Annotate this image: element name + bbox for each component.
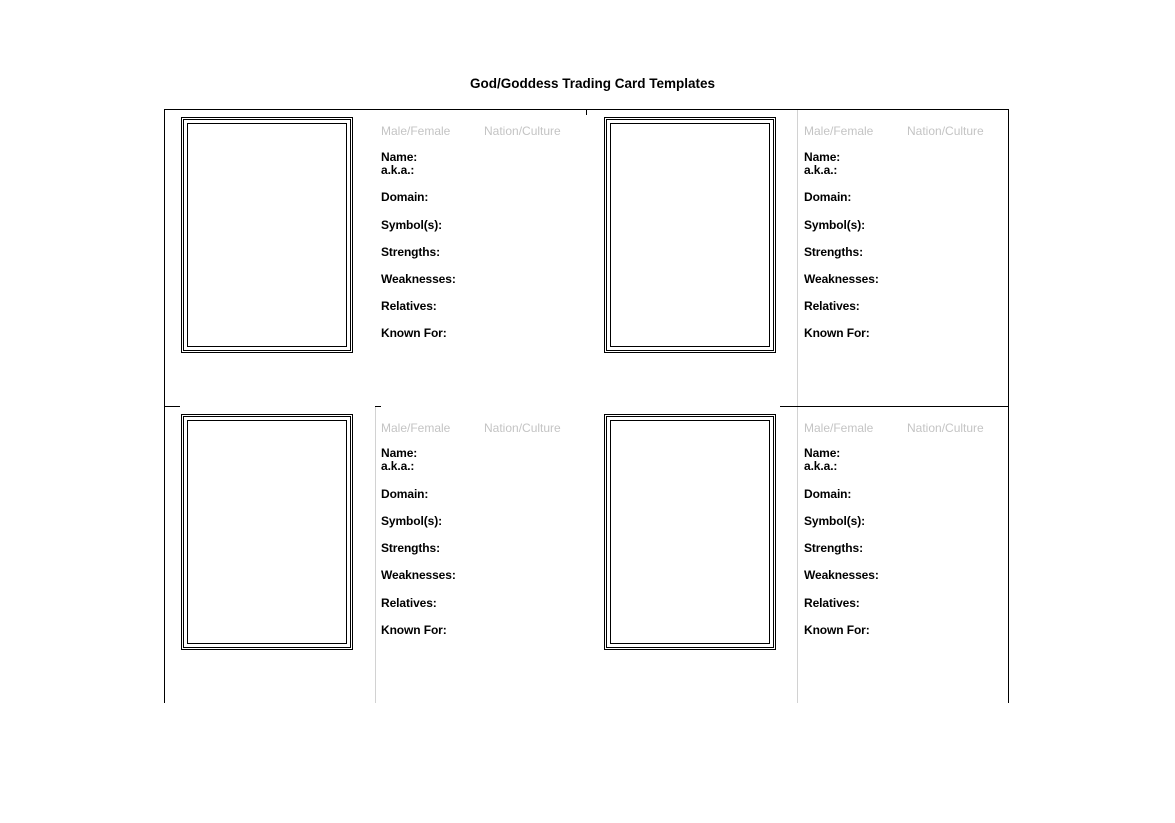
portrait-frame <box>604 117 776 353</box>
symbols-label: Symbol(s): <box>381 218 443 232</box>
strengths-label: Strengths: <box>804 541 864 555</box>
page-title: God/Goddess Trading Card Templates <box>469 76 716 91</box>
aka-label: a.k.a.: <box>804 163 838 177</box>
weaknesses-label: Weaknesses: <box>804 272 879 286</box>
domain-label: Domain: <box>381 487 429 501</box>
domain-label: Domain: <box>804 190 852 204</box>
weaknesses-label: Weaknesses: <box>804 568 879 582</box>
trading-card-top-right <box>588 110 1010 406</box>
symbols-label: Symbol(s): <box>804 218 866 232</box>
weaknesses-label: Weaknesses: <box>381 568 456 582</box>
aka-label: a.k.a.: <box>381 459 415 473</box>
culture-hint: Nation/Culture <box>907 421 984 435</box>
relatives-label: Relatives: <box>804 596 860 610</box>
gender-hint: Male/Female <box>804 124 874 138</box>
portrait-frame <box>604 414 776 650</box>
culture-hint: Nation/Culture <box>484 124 561 138</box>
aka-label: a.k.a.: <box>381 163 415 177</box>
known-for-label: Known For: <box>804 326 870 340</box>
trading-card-bottom-left <box>165 407 587 703</box>
symbols-label: Symbol(s): <box>804 514 866 528</box>
weaknesses-label: Weaknesses: <box>381 272 456 286</box>
domain-label: Domain: <box>804 487 852 501</box>
strengths-label: Strengths: <box>381 245 441 259</box>
relatives-label: Relatives: <box>804 299 860 313</box>
gender-hint: Male/Female <box>381 421 451 435</box>
name-label: Name: <box>804 446 841 460</box>
symbols-label: Symbol(s): <box>381 514 443 528</box>
portrait-frame <box>181 414 353 650</box>
domain-label: Domain: <box>381 190 429 204</box>
trading-card-top-left <box>165 110 587 406</box>
known-for-label: Known For: <box>804 623 870 637</box>
aka-label: a.k.a.: <box>804 459 838 473</box>
card-meta-row <box>381 421 561 435</box>
known-for-label: Known For: <box>381 326 447 340</box>
card-meta-row <box>804 124 984 138</box>
trading-card-bottom-right <box>588 407 1010 703</box>
strengths-label: Strengths: <box>381 541 441 555</box>
gender-hint: Male/Female <box>381 124 451 138</box>
culture-hint: Nation/Culture <box>907 124 984 138</box>
name-label: Name: <box>804 150 841 164</box>
gender-hint: Male/Female <box>804 421 874 435</box>
name-label: Name: <box>381 150 418 164</box>
relatives-label: Relatives: <box>381 596 437 610</box>
strengths-label: Strengths: <box>804 245 864 259</box>
card-meta-row <box>804 421 984 435</box>
name-label: Name: <box>381 446 418 460</box>
relatives-label: Relatives: <box>381 299 437 313</box>
card-meta-row <box>381 124 561 138</box>
portrait-frame <box>181 117 353 353</box>
known-for-label: Known For: <box>381 623 447 637</box>
culture-hint: Nation/Culture <box>484 421 561 435</box>
